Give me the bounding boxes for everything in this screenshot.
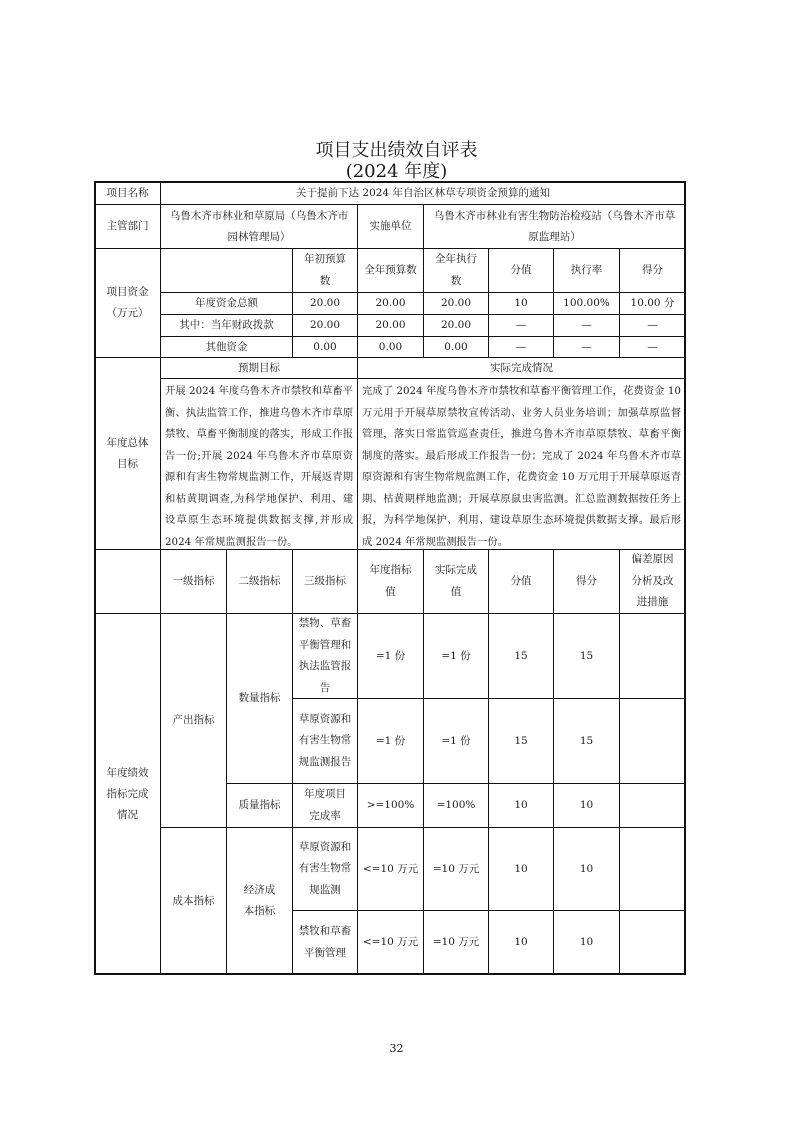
funds-cell: 20.00 xyxy=(292,314,358,337)
funds-cell: — xyxy=(619,314,686,337)
funds-cell: 20.00 xyxy=(423,292,489,315)
level1-output: 产出指标 xyxy=(160,613,227,828)
project-name-label: 项目名称 xyxy=(94,181,161,205)
level2-quality: 质量指标 xyxy=(226,783,293,828)
deviation-note xyxy=(619,613,686,699)
score-value: 10 xyxy=(553,910,620,975)
funds-cell: 0.00 xyxy=(292,336,358,358)
funds-cell: 10.00 分 xyxy=(619,292,686,315)
funds-row-name: 其中：当年财政拨款 xyxy=(160,314,293,337)
indicators-label: 年度绩效指标完成情况 xyxy=(94,613,161,975)
deviation-note xyxy=(619,827,686,911)
indicator-header: 实际完成值 xyxy=(423,549,489,614)
target-value: <=10 万元 xyxy=(357,910,424,975)
funds-header: 全年预算数 xyxy=(357,248,424,293)
level3-indicator: 年度项目完成率 xyxy=(292,783,358,828)
impl-label: 实施单位 xyxy=(357,204,424,249)
actual-value: =10 万元 xyxy=(423,827,489,911)
target-value: =1 份 xyxy=(357,698,424,784)
actual-value: =100% xyxy=(423,783,489,828)
page-number: 32 xyxy=(389,1042,404,1055)
dept-value: 乌鲁木齐市林业和草原局（乌鲁木齐市园林管理局） xyxy=(160,204,358,249)
funds-cell: — xyxy=(553,314,620,337)
level3-indicator: 禁物、草畜平衡管理和执法监管报告 xyxy=(292,613,358,699)
indicator-header: 偏差原因分析及改进措施 xyxy=(619,549,686,614)
funds-cell: 20.00 xyxy=(357,314,424,337)
level3-indicator: 草原资源和有害生物常规监测 xyxy=(292,827,358,911)
indicator-header: 得分 xyxy=(553,549,620,614)
funds-header: 执行率 xyxy=(553,248,620,293)
indicators-header-blank xyxy=(94,549,161,614)
funds-cell: 100.00% xyxy=(553,292,620,315)
goals-label: 年度总体目标 xyxy=(94,357,161,550)
indicator-header: 分值 xyxy=(488,549,554,614)
target-value: =1 份 xyxy=(357,613,424,699)
target-value: >=100% xyxy=(357,783,424,828)
level3-indicator: 草原资源和有害生物常规监测报告 xyxy=(292,698,358,784)
funds-cell: 0.00 xyxy=(357,336,424,358)
level2-quantity: 数量指标 xyxy=(226,613,293,784)
actual-completion-header: 实际完成情况 xyxy=(357,357,686,379)
weight-value: 10 xyxy=(488,827,554,911)
weight-value: 10 xyxy=(488,910,554,975)
funds-cell: — xyxy=(488,314,554,337)
funds-cell: 20.00 xyxy=(357,292,424,315)
funds-cell: 0.00 xyxy=(423,336,489,358)
funds-row-name: 其他资金 xyxy=(160,336,293,358)
actual-value: =10 万元 xyxy=(423,910,489,975)
funds-header: 分值 xyxy=(488,248,554,293)
dept-label: 主管部门 xyxy=(94,204,161,249)
level2-economic-cost: 经济成本指标 xyxy=(226,827,293,975)
deviation-note xyxy=(619,783,686,828)
funds-cell: 20.00 xyxy=(423,314,489,337)
indicator-header: 三级指标 xyxy=(292,549,358,614)
target-value: <=10 万元 xyxy=(357,827,424,911)
funds-header: 年初预算数 xyxy=(292,248,358,293)
deviation-note xyxy=(619,910,686,975)
weight-value: 10 xyxy=(488,783,554,828)
actual-value: =1 份 xyxy=(423,698,489,784)
score-value: 15 xyxy=(553,613,620,699)
funds-header: 全年执行数 xyxy=(423,248,489,293)
indicator-header: 二级指标 xyxy=(226,549,293,614)
score-value: 10 xyxy=(553,783,620,828)
deviation-note xyxy=(619,698,686,784)
indicator-header: 年度指标值 xyxy=(357,549,424,614)
project-name-value: 关于提前下达 2024 年自治区林草专项资金预算的通知 xyxy=(160,181,686,205)
expected-goal-header: 预期目标 xyxy=(160,357,358,379)
expected-goal-text: 开展 2024 年度乌鲁木齐市禁牧和草畜平衡、执法监管工作，推进乌鲁木齐市草原禁牧、草畜平衡制度的落实，形成工作报告一份;开展 2024 年乌鲁木齐市草原资源和有害生物常规监测工作，开展返青期和枯黄期调查,为科学地保护、利用、建设草原生态环境提供数据支撑,并形成 2024 年常规监测报告一份。 xyxy=(160,378,358,550)
funds-row-name: 年度资金总额 xyxy=(160,292,293,315)
weight-value: 15 xyxy=(488,698,554,784)
document-subtitle: (2024 年度) xyxy=(345,161,448,182)
funds-header-blank xyxy=(160,248,293,293)
impl-value: 乌鲁木齐市林业有害生物防治检疫站（乌鲁木齐市草原监理站） xyxy=(423,204,686,249)
funds-label: 项目资金（万元） xyxy=(94,248,161,358)
score-value: 10 xyxy=(553,827,620,911)
actual-value: =1 份 xyxy=(423,613,489,699)
actual-completion-text: 完成了 2024 年度乌鲁木齐市禁牧和草畜平衡管理工作，花费资金 10 万元用于开展草原禁牧宣传活动、业务人员业务培训；加强草原监督管理，落实日常监管巡查责任，推进乌鲁木齐市草原禁牧、草畜平衡制度的落实。最后形成工作报告一份；完成了 2024 年乌鲁木齐市草原资源和有害生物常规监测工作，花费资金 10 万元用于开展草原返青期、枯黄期样地监测；开展草原鼠虫害监测。汇总监测数据按任务上报，为科学地保护、利用、建设草原生态环境提供数据支撑。最后形成 2024 年常规监测报告一份。 xyxy=(357,378,686,550)
funds-cell: — xyxy=(619,336,686,358)
level3-indicator: 禁牧和草畜平衡管理 xyxy=(292,910,358,975)
level1-cost: 成本指标 xyxy=(160,827,227,975)
funds-cell: — xyxy=(488,336,554,358)
funds-cell: 10 xyxy=(488,292,554,315)
document-title: 项目支出绩效自评表 xyxy=(315,140,478,161)
funds-header: 得分 xyxy=(619,248,686,293)
funds-cell: — xyxy=(553,336,620,358)
funds-cell: 20.00 xyxy=(292,292,358,315)
weight-value: 15 xyxy=(488,613,554,699)
score-value: 15 xyxy=(553,698,620,784)
indicator-header: 一级指标 xyxy=(160,549,227,614)
